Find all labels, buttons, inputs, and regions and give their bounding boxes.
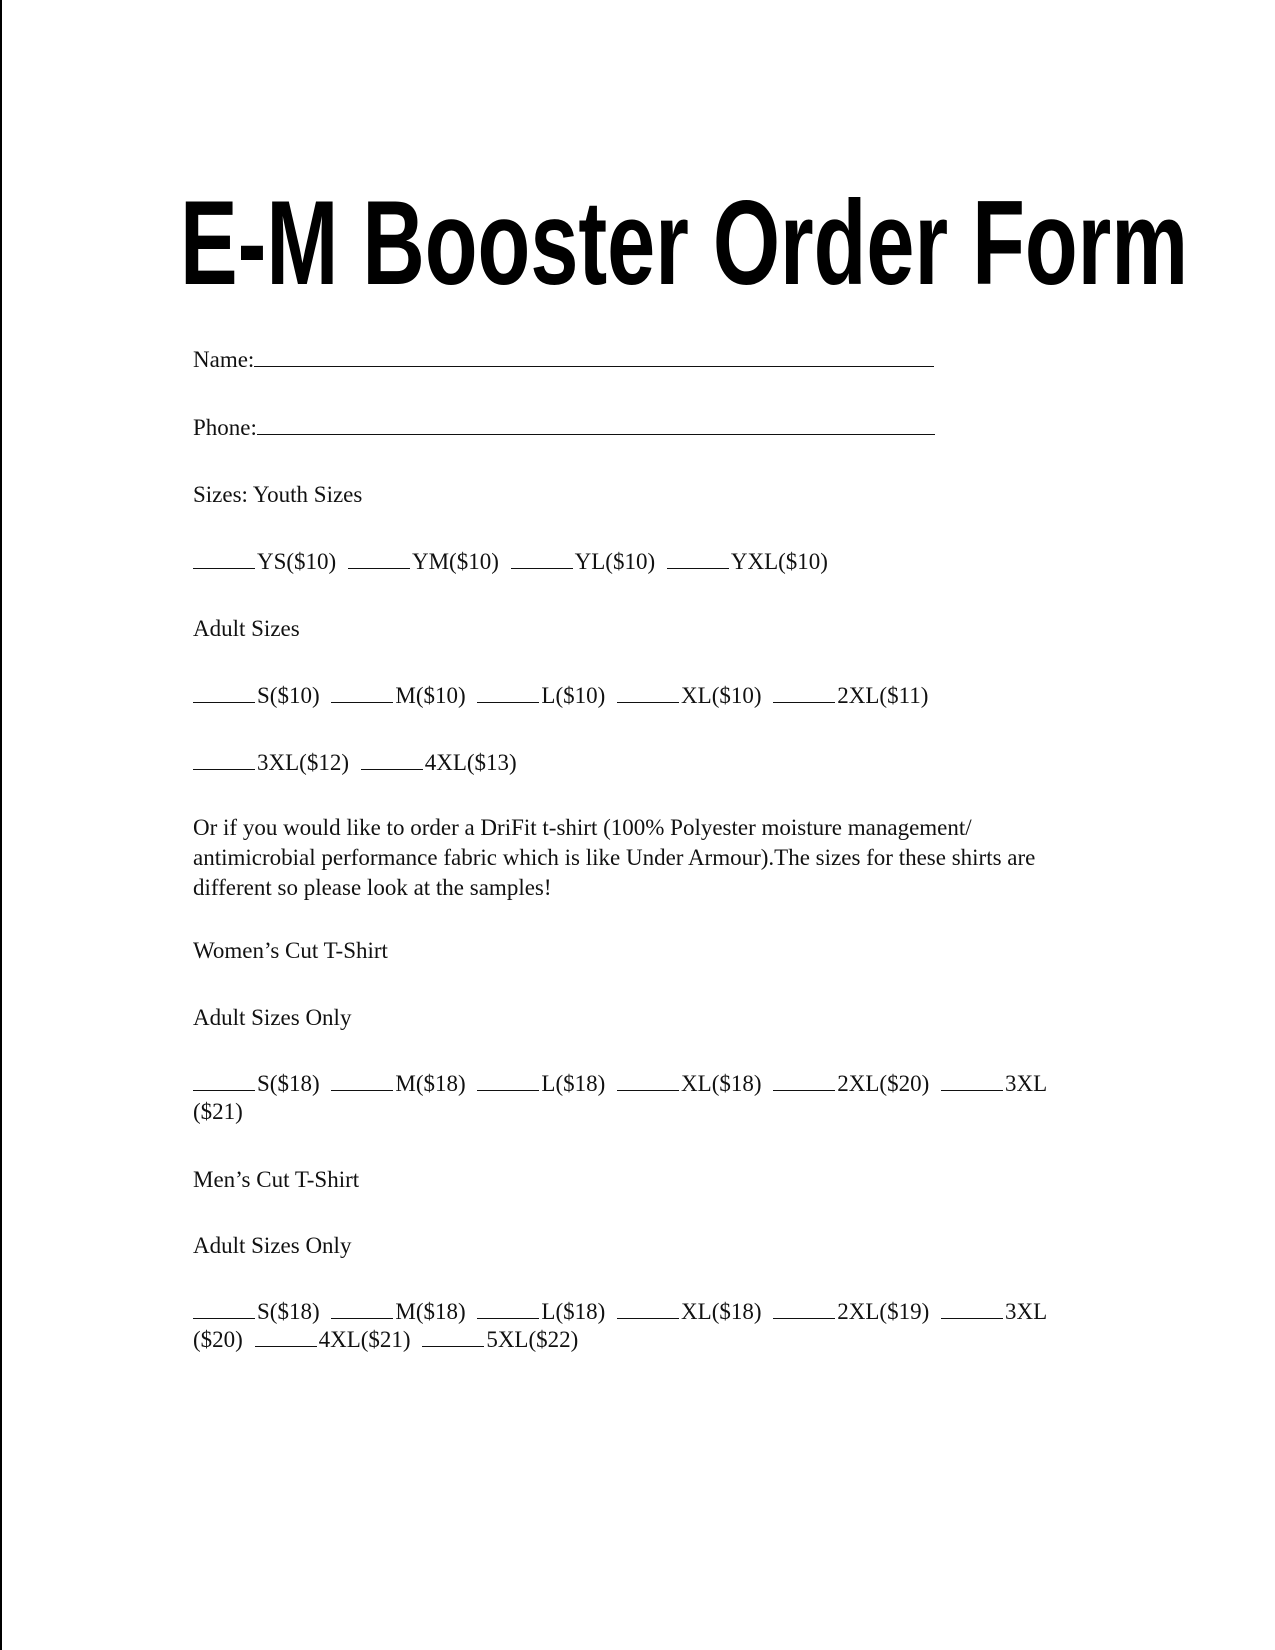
womens-sizes-row-2 bbox=[193, 1097, 243, 1127]
mens-2xl-blank[interactable] bbox=[773, 1298, 835, 1319]
adult-l-blank[interactable] bbox=[477, 682, 539, 703]
mens-l-blank[interactable] bbox=[477, 1298, 539, 1319]
womens-3xl-option: 3XL bbox=[1005, 1071, 1048, 1096]
mens-5xl-option: 5XL($22) bbox=[486, 1327, 579, 1352]
womens-s-option: S($18) bbox=[257, 1071, 320, 1096]
womens-cut-heading: Women’s Cut T-Shirt bbox=[193, 938, 388, 963]
phone-label: Phone: bbox=[193, 415, 257, 440]
mens-5xl-blank[interactable] bbox=[422, 1326, 484, 1347]
adult-m-option: M($10) bbox=[395, 683, 466, 708]
adult-xl-option: XL($10) bbox=[681, 683, 762, 708]
drifit-description: Or if you would like to order a DriFit t-shirt (100% Polyester moisture management/ antimicrobial performance fabric which is like Under Armour).The sizes for these shirts are different so please look at the samples! bbox=[193, 815, 1036, 900]
youth-yl-option: YL($10) bbox=[574, 549, 656, 574]
adult-3xl-blank[interactable] bbox=[193, 749, 255, 770]
youth-yxl-option: YXL($10) bbox=[730, 549, 828, 574]
adult-sizes-row-1 bbox=[193, 681, 934, 711]
womens-m-blank[interactable] bbox=[331, 1070, 393, 1091]
adult-s-blank[interactable] bbox=[193, 682, 255, 703]
page-left-border bbox=[0, 0, 2, 1650]
womens-m-option: M($18) bbox=[395, 1071, 466, 1096]
womens-s-blank[interactable] bbox=[193, 1070, 255, 1091]
mens-m-blank[interactable] bbox=[331, 1298, 393, 1319]
mens-s-option: S($18) bbox=[257, 1299, 320, 1324]
womens-l-option: L($18) bbox=[541, 1071, 606, 1096]
womens-3xl-price: ($21) bbox=[193, 1099, 243, 1124]
mens-adult-sizes-only: Adult Sizes Only bbox=[193, 1233, 352, 1258]
mens-xl-blank[interactable] bbox=[617, 1298, 679, 1319]
womens-sizes-row-1 bbox=[193, 1069, 1053, 1099]
adult-m-blank[interactable] bbox=[331, 682, 393, 703]
mens-3xl-blank[interactable] bbox=[941, 1298, 1003, 1319]
youth-ys-blank[interactable] bbox=[193, 548, 255, 569]
mens-2xl-option: 2XL($19) bbox=[837, 1299, 930, 1324]
youth-ym-option: YM($10) bbox=[411, 549, 499, 574]
phone-input-line[interactable] bbox=[257, 414, 935, 435]
womens-2xl-blank[interactable] bbox=[773, 1070, 835, 1091]
adult-2xl-blank[interactable] bbox=[773, 682, 835, 703]
adult-l-option: L($10) bbox=[541, 683, 606, 708]
womens-xl-option: XL($18) bbox=[681, 1071, 762, 1096]
name-input-line[interactable] bbox=[254, 346, 934, 367]
mens-3xl-option: 3XL bbox=[1005, 1299, 1048, 1324]
mens-m-option: M($18) bbox=[395, 1299, 466, 1324]
mens-3xl-price: ($20) bbox=[193, 1327, 243, 1352]
adult-sizes-heading: Adult Sizes bbox=[193, 616, 300, 641]
mens-cut-heading: Men’s Cut T-Shirt bbox=[193, 1167, 360, 1192]
mens-4xl-option: 4XL($21) bbox=[318, 1327, 411, 1352]
womens-xl-blank[interactable] bbox=[617, 1070, 679, 1091]
womens-3xl-blank[interactable] bbox=[941, 1070, 1003, 1091]
mens-s-blank[interactable] bbox=[193, 1298, 255, 1319]
adult-2xl-option: 2XL($11) bbox=[837, 683, 929, 708]
youth-yl-blank[interactable] bbox=[511, 548, 573, 569]
phone-field-row bbox=[193, 413, 935, 443]
youth-sizes-heading: Sizes: Youth Sizes bbox=[193, 482, 363, 507]
adult-s-option: S($10) bbox=[257, 683, 320, 708]
youth-ys-option: YS($10) bbox=[257, 549, 337, 574]
name-label: Name: bbox=[193, 347, 255, 372]
mens-l-option: L($18) bbox=[541, 1299, 606, 1324]
womens-adult-sizes-only: Adult Sizes Only bbox=[193, 1005, 352, 1030]
adult-sizes-row-2 bbox=[193, 748, 523, 778]
mens-4xl-blank[interactable] bbox=[255, 1326, 317, 1347]
mens-sizes-row-1 bbox=[193, 1297, 1053, 1327]
mens-xl-option: XL($18) bbox=[681, 1299, 762, 1324]
adult-4xl-option: 4XL($13) bbox=[424, 750, 517, 775]
adult-3xl-option: 3XL($12) bbox=[257, 750, 349, 775]
youth-yxl-blank[interactable] bbox=[667, 548, 729, 569]
form-title: E-M Booster Order Form bbox=[180, 176, 1189, 310]
womens-l-blank[interactable] bbox=[477, 1070, 539, 1091]
mens-sizes-row-2 bbox=[193, 1325, 584, 1355]
youth-ym-blank[interactable] bbox=[348, 548, 410, 569]
womens-2xl-option: 2XL($20) bbox=[837, 1071, 930, 1096]
youth-sizes-row bbox=[193, 547, 834, 577]
adult-xl-blank[interactable] bbox=[617, 682, 679, 703]
adult-4xl-blank[interactable] bbox=[361, 749, 423, 770]
name-field-row bbox=[193, 345, 934, 375]
